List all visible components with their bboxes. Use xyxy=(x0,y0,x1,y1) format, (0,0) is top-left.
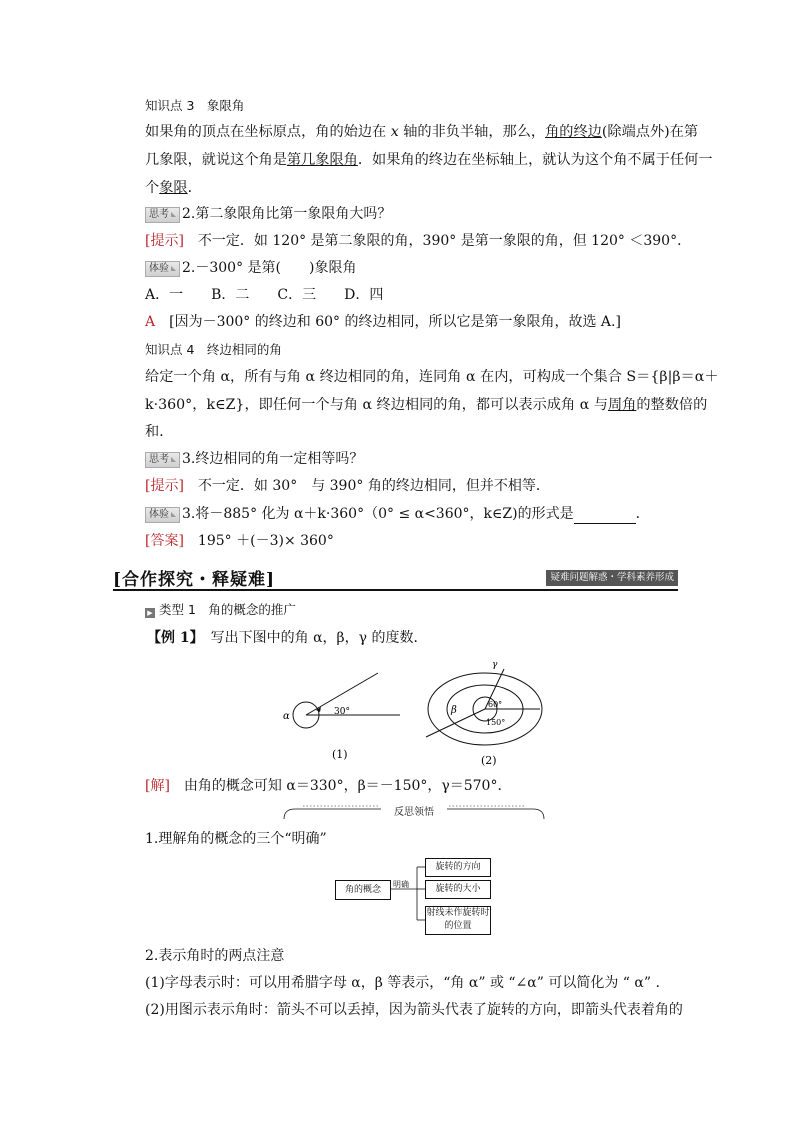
triangle-icon: ▶ xyxy=(145,608,155,618)
example-label: 【例 1】 xyxy=(147,630,197,646)
experience-tag: 体验 xyxy=(145,261,180,277)
type1-label: ▶ 类型 1 角的概念的推广 xyxy=(145,600,296,618)
kp4-title: 知识点 4 终边相同的角 xyxy=(145,342,282,357)
kp4-hint: [提示] 不一定．如 30° 与 390° 角的终边相同，但并不相等． xyxy=(145,478,550,494)
kp4-paragraph-line2: k·360°，k∈Z}，即任何一个与角 α 终边相同的角，都可以表示成角 α 与周角的整数倍的 xyxy=(145,397,708,413)
figure-2-caption: (2) xyxy=(481,754,497,767)
reflection-heading-1: 1.理解角的概念的三个“明确” xyxy=(145,831,327,847)
kp4-paragraph-line3: 和． xyxy=(145,424,174,440)
diagram-item-magnitude: 旋转的大小 xyxy=(425,880,491,899)
kp4-experience: 体验 3.将－885° 化为 α＋k·360°（0° ≤ α<360°，k∈Z)的形式是 ． xyxy=(145,504,650,524)
figure-2 xyxy=(420,655,550,770)
diagram-edge-label: 明确 xyxy=(393,880,409,889)
answer-blank xyxy=(574,509,636,524)
think-tag: 思考 xyxy=(145,207,180,223)
figure-2-beta: β xyxy=(451,705,457,716)
hint-label: [提示] xyxy=(145,478,184,494)
kp3-think: 思考 2.第二象限角比第一象限角大吗？ xyxy=(145,204,391,224)
figure-2-gamma: γ xyxy=(492,660,498,670)
reflection-title: 反思领悟 xyxy=(394,807,434,818)
figure-1-caption: (1) xyxy=(332,748,348,760)
diagram-item-initial-position: 射线未作旋转时的位置 xyxy=(425,906,491,935)
example1-solution: [解] 由角的概念可知 α＝330°，β＝－150°，γ＝570°． xyxy=(145,778,512,794)
kp3-answer: A [因为－300° 的终边和 60° 的终边相同，所以它是第一象限角，故选 A.] xyxy=(145,314,621,330)
kp4-answer: [答案] 195° ＋(－3)× 360° xyxy=(145,533,334,549)
think-tag: 思考 xyxy=(145,452,180,468)
figure-1-angle-label: 30° xyxy=(334,707,350,717)
diagram-item-direction: 旋转的方向 xyxy=(425,858,491,877)
solution-label: [解] xyxy=(145,778,170,794)
kp3-paragraph-line2: 几象限，就说这个角是第几象限角．如果角的终边在坐标轴上，就认为这个角不属于任何一 xyxy=(145,152,713,168)
kp4-think: 思考 3.终边相同的角一定相等吗？ xyxy=(145,449,363,469)
experience-tag: 体验 xyxy=(145,507,180,523)
example1-question: 【例 1】 写出下图中的角 α，β，γ 的度数． xyxy=(147,630,428,646)
kp4-paragraph-line1: 给定一个角 α，所有与角 α 终边相同的角，连同角 α 在内，可构成一个集合 S＝{β|β＝α＋ xyxy=(145,369,719,385)
diagram-root: 角的概念 xyxy=(335,880,391,900)
figure-2-angle-150: 150° xyxy=(486,718,506,727)
kp3-title: 知识点 3 象限角 xyxy=(145,98,245,113)
reflection-note-1: (1)字母表示时：可以用希腊字母 α，β 等表示，“角 α” 或 “∠α” 可以简化为 “ α” . xyxy=(145,975,660,991)
kp3-paragraph-line3: 个象限． xyxy=(145,180,202,196)
answer-label: [答案] xyxy=(145,533,184,549)
kp3-options: A．一 B．二 C．三 D．四 xyxy=(145,287,384,303)
kp3-experience: 体验 2.－300° 是第( )象限角 xyxy=(145,258,356,278)
figure-2-angle-60: 60° xyxy=(488,700,503,709)
answer-letter: A xyxy=(145,314,156,330)
section-title: [合作探究・释疑难] xyxy=(113,570,276,590)
kp3-paragraph-line1: 如果角的顶点在坐标原点，角的始边在 x 轴的非负半轴，那么，角的终边(除端点外)在第 xyxy=(145,124,699,140)
kp3-hint: [提示] 不一定．如 120° 是第二象限的角，390° 是第一象限的角，但 120° ＜390°． xyxy=(145,233,692,249)
section-subtitle: 疑难问题解惑・学科素养形成 xyxy=(546,570,678,586)
hint-label: [提示] xyxy=(145,233,184,249)
figure-1-alpha: α xyxy=(283,711,290,722)
reflection-heading-2: 2.表示角时的两点注意 xyxy=(145,948,285,964)
reflection-note-2: (2)用图示表示角时：箭头不可以丢掉，因为箭头代表了旋转的方向，即箭头代表着角的 xyxy=(145,1002,683,1018)
section-header xyxy=(113,565,678,591)
figure-1 xyxy=(280,670,410,760)
